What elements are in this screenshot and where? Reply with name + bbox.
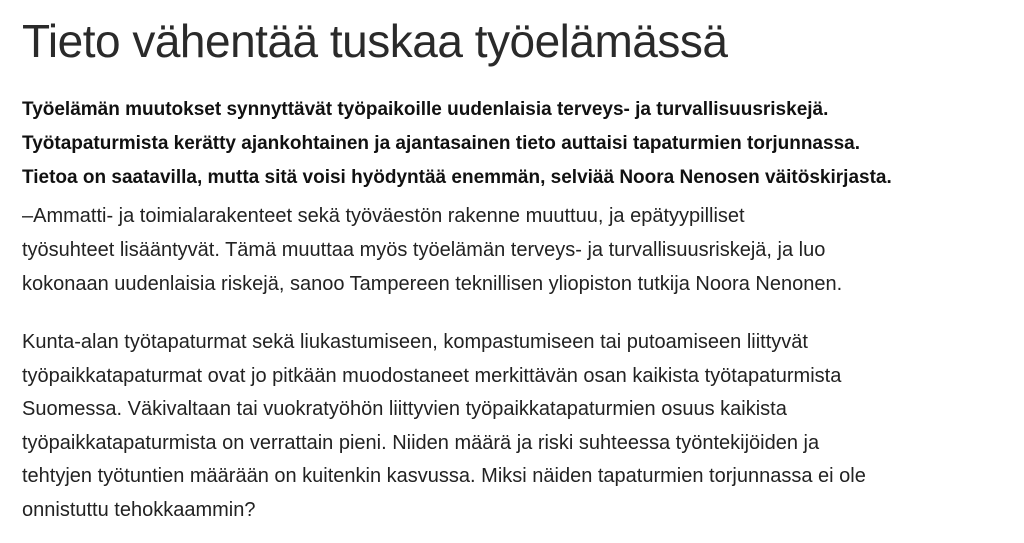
paragraph-line: kokonaan uudenlaisia riskejä, sanoo Tampereen teknillisen yliopiston tutkija Noora Nenonen. — [22, 273, 843, 295]
paragraph-line: Kunta-alan työtapaturmat sekä liukastumiseen, kompastumiseen tai putoamiseen liittyvät — [22, 331, 808, 353]
paragraph-line: työpaikkatapaturmista on verrattain pieni. Niiden määrä ja riski suhteessa työntekijöiden ja — [22, 431, 820, 454]
lead-line: Työelämän muutokset synnyttävät työpaikoille uudenlaisia terveys- ja turvallisuusriskejä. — [22, 99, 829, 120]
paragraph-line: työpaikkatapaturmat ovat jo pitkään muodostaneet merkittävän osan kaikista työtapaturmista — [22, 364, 842, 387]
paragraph-line: –Ammatti- ja toimialarakenteet sekä työväestön rakenne muuttuu, ja epätyypilliset — [22, 205, 745, 227]
paragraph-line: tehtyjen työtuntien määrään on kuitenkin kasvussa. Miksi näiden tapaturmien torjunnassa ei ole — [22, 465, 866, 487]
article-paragraph-1 — [22, 199, 1012, 301]
lead-line: Tietoa on saatavilla, mutta sitä voisi hyödyntää enemmän, selviää Noora Nenosen väitöskirjasta. — [22, 167, 892, 188]
article-paragraph-2 — [22, 326, 1012, 527]
article-lead — [22, 93, 1012, 195]
lead-line: Työtapaturmista kerätty ajankohtainen ja ajantasainen tieto auttaisi tapaturmien torjunnassa. — [22, 133, 860, 154]
paragraph-line: työsuhteet lisääntyvät. Tämä muuttaa myös työelämän terveys- ja turvallisuusriskejä, ja luo — [22, 239, 826, 261]
paragraph-line: onnistuttu tehokkaammin? — [22, 498, 256, 521]
paragraph-line: Suomessa. Väkivaltaan tai vuokratyöhön liittyvien työpaikkatapaturmien osuus kaikista — [22, 398, 787, 420]
article-title: Tieto vähentää tuskaa työelämässä — [22, 15, 728, 67]
